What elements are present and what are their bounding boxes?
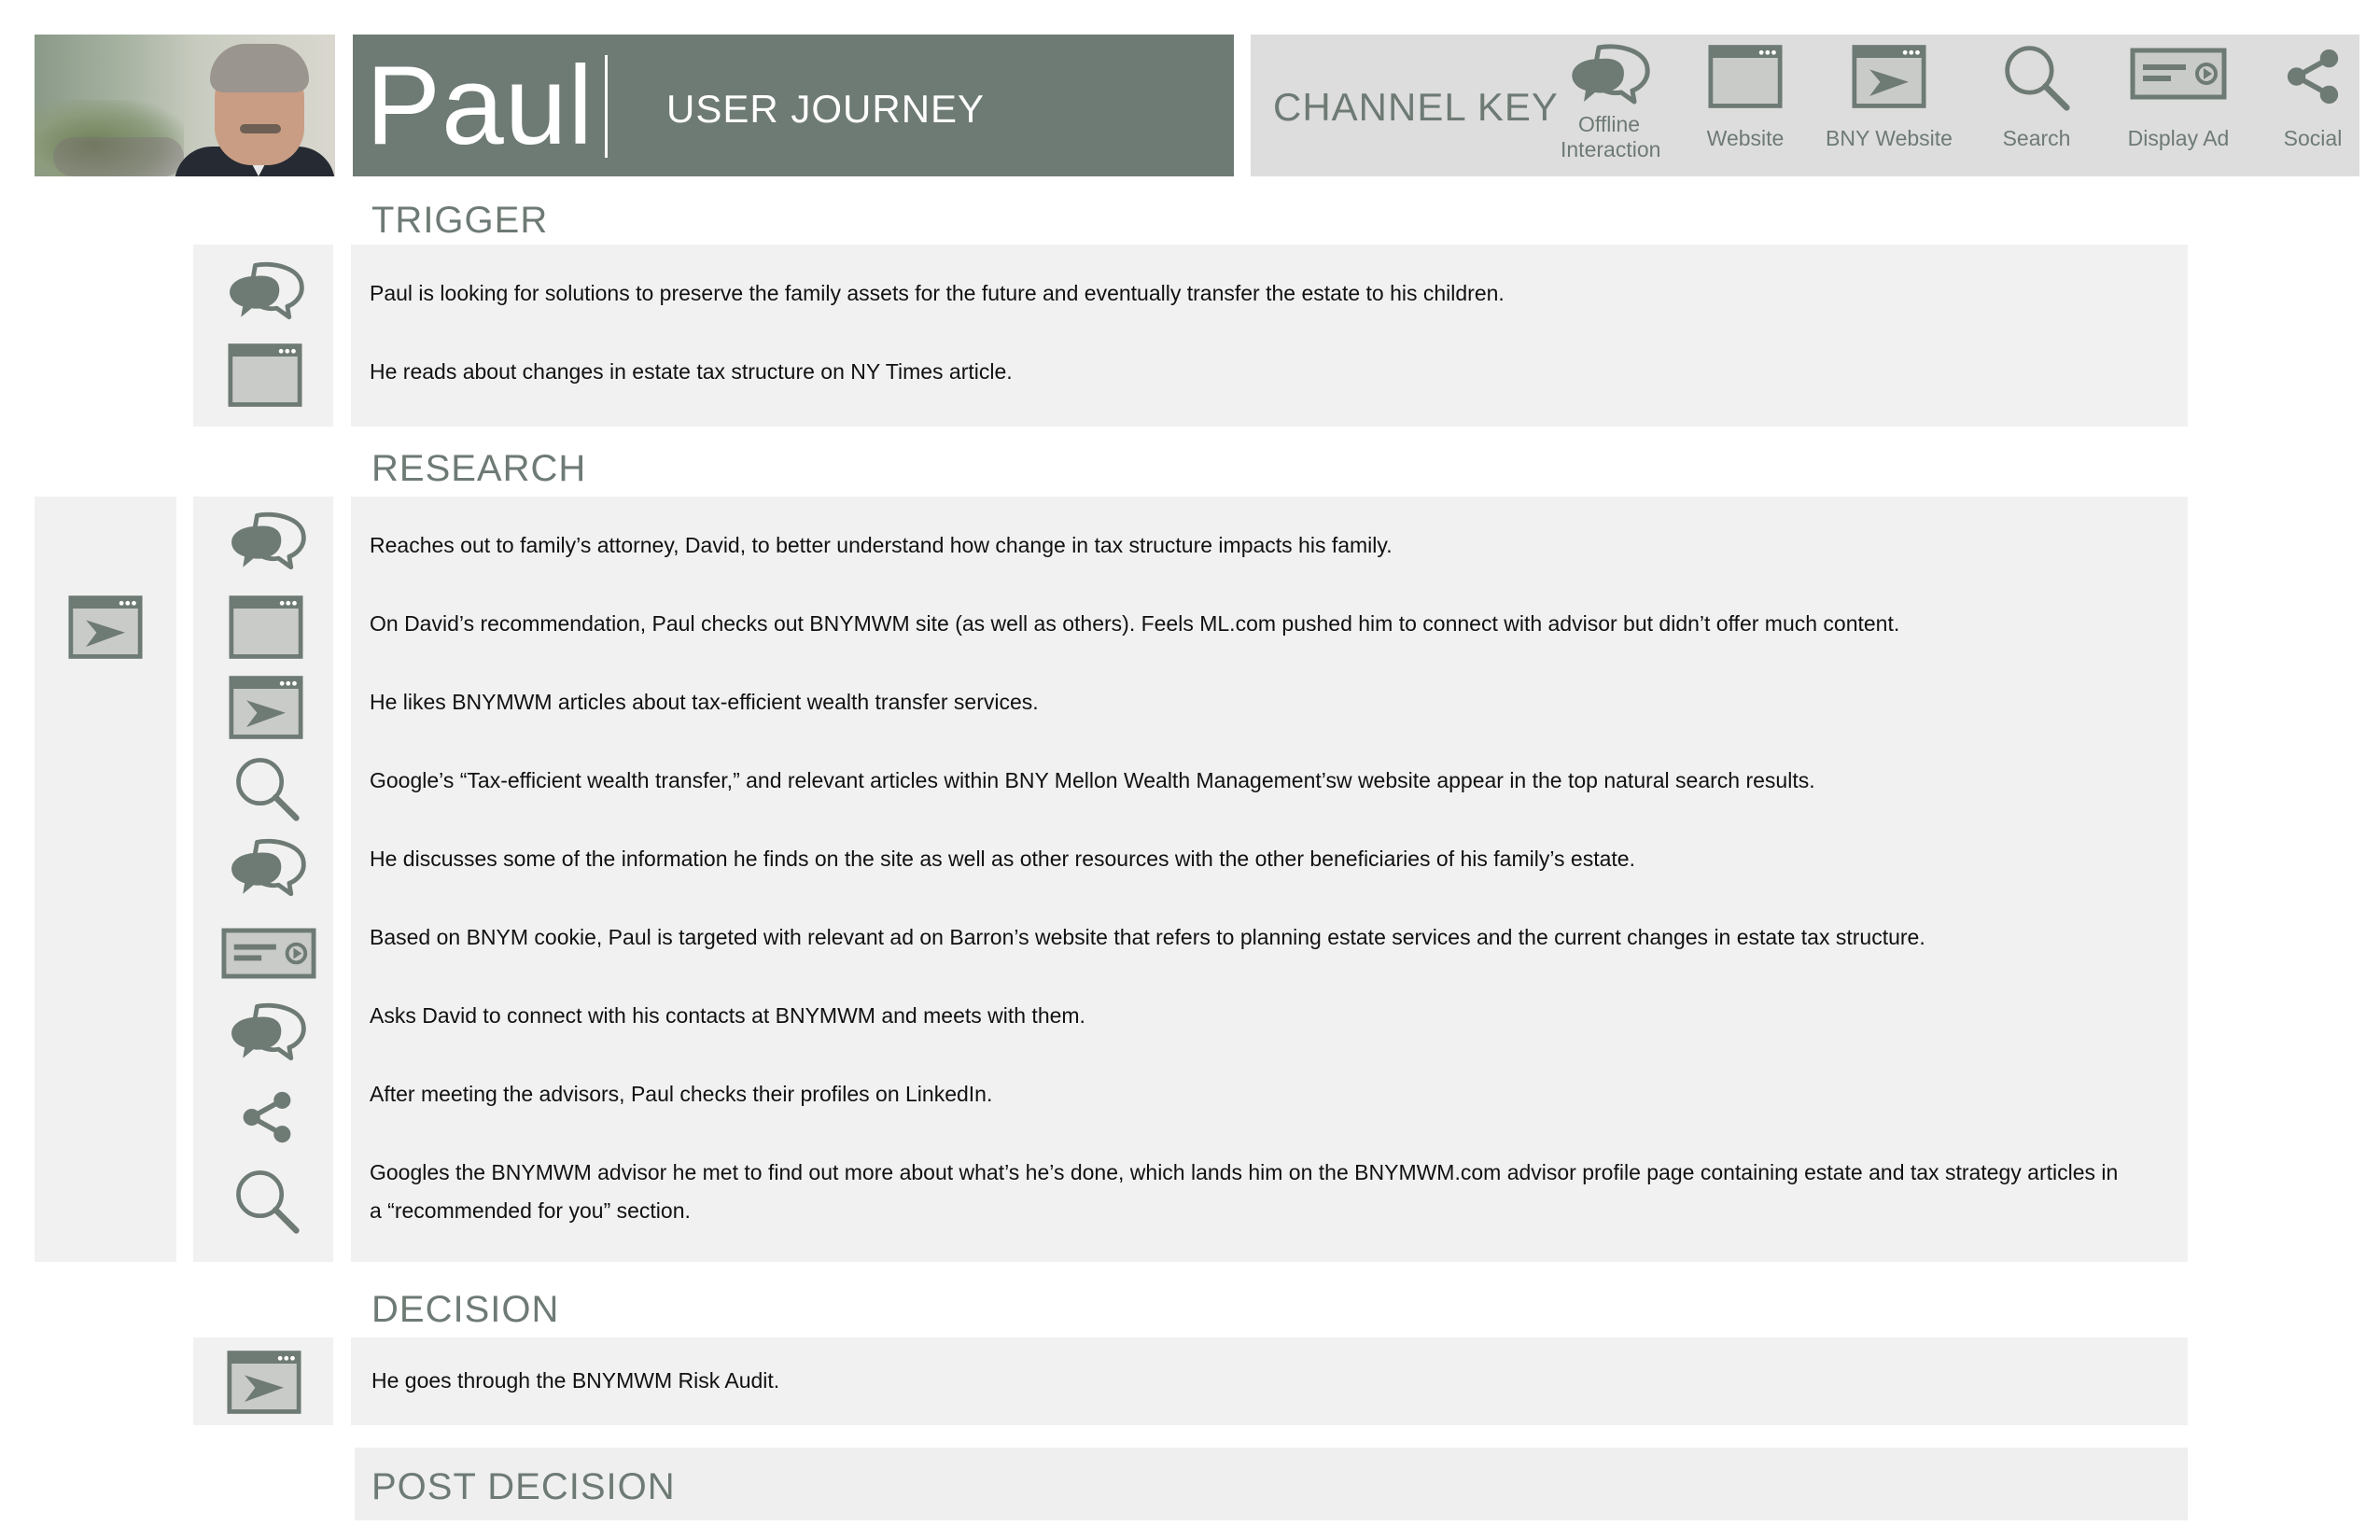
bny-website-icon xyxy=(68,594,143,661)
social-icon xyxy=(2284,42,2342,117)
research-row-text-continued: a “recommended for you” section. xyxy=(370,1198,691,1223)
website-icon xyxy=(1708,42,1783,111)
key-item-offline-interaction xyxy=(1561,42,1661,161)
bny-website-icon xyxy=(229,674,303,741)
section-heading-decision: DECISION xyxy=(371,1289,560,1330)
research-row-text: After meeting the advisors, Paul checks their profiles on LinkedIn. xyxy=(370,1082,993,1106)
website-icon xyxy=(228,342,302,409)
research-row-text: Asks David to connect with his contacts at BNYMWM and meets with them. xyxy=(370,1003,1085,1028)
key-item-social xyxy=(2274,42,2352,148)
website-icon xyxy=(229,594,303,661)
social-icon xyxy=(240,1090,294,1144)
offline-interaction-icon xyxy=(227,836,307,902)
research-row-text: Based on BNYM cookie, Paul is targeted with relevant ad on Barron’s website that refers to planning estate services and the current changes in estate tax structure. xyxy=(370,925,1925,949)
journey-label: USER JOURNEY xyxy=(666,87,986,131)
search-icon xyxy=(232,1167,301,1236)
persona-title-bar xyxy=(353,35,1234,176)
decision-icon-column xyxy=(193,1337,333,1425)
persona-photo xyxy=(35,35,335,176)
research-row-text: He likes BNYMWM articles about tax-efficient wealth transfer services. xyxy=(370,690,1039,714)
display-ad-icon xyxy=(221,928,316,979)
trigger-row-text: He reads about changes in estate tax structure on NY Times article. xyxy=(370,359,1013,384)
research-row-text: On David’s recommendation, Paul checks out BNYMWM site (as well as others). Feels ML.com pushed him to connect with advisor but didn’t offer much content. xyxy=(370,611,1900,636)
key-item-search xyxy=(1988,42,2085,148)
key-item-bny-website xyxy=(1814,42,1964,148)
research-row-text: Reaches out to family’s attorney, David, to better understand how change in tax structure impacts his family. xyxy=(370,533,1393,557)
key-label-website: Website xyxy=(1706,126,1785,150)
bny-website-icon xyxy=(1852,42,1926,111)
offline-interaction-icon xyxy=(225,259,305,325)
key-label-offline-line2: Interaction xyxy=(1561,137,1661,161)
persona-name: Paul xyxy=(366,43,595,168)
key-label-social: Social xyxy=(2283,126,2343,150)
search-icon xyxy=(2001,42,2072,113)
key-label-display-ad: Display Ad xyxy=(2127,126,2230,150)
section-heading-post-decision: POST DECISION xyxy=(371,1466,676,1507)
key-label-search: Search xyxy=(2002,126,2071,150)
trigger-panel xyxy=(351,245,2188,427)
search-icon xyxy=(232,754,301,823)
title-divider xyxy=(605,55,608,158)
channel-key-title: CHANNEL KEY xyxy=(1273,85,1559,129)
research-icon-column xyxy=(193,497,333,1262)
key-label-offline-line1: Offline xyxy=(1577,112,1641,136)
decision-row-text: He goes through the BNYMWM Risk Audit. xyxy=(371,1368,780,1393)
offline-interaction-icon xyxy=(227,1001,307,1066)
trigger-icon-column xyxy=(193,245,333,427)
research-row-text: He discusses some of the information he finds on the site as well as other resources with the other beneficiaries of his family’s estate. xyxy=(370,847,1635,871)
decision-panel xyxy=(351,1337,2188,1425)
research-row-text: Google’s “Tax-efficient wealth transfer,” and relevant articles within BNY Mellon Wealth Management’sw website appear in the top natural search results. xyxy=(370,768,1815,792)
trigger-row-text: Paul is looking for solutions to preserve the family assets for the future and eventually transfer the estate to his children. xyxy=(370,281,1505,305)
display-ad-icon xyxy=(2130,42,2227,117)
research-primary-channel-column xyxy=(35,497,176,1262)
offline-interaction-icon xyxy=(1567,42,1651,109)
section-heading-research: RESEARCH xyxy=(371,448,587,489)
offline-interaction-icon xyxy=(227,510,307,575)
key-label-bny-website: BNY Website xyxy=(1826,126,1953,150)
key-item-website xyxy=(1697,42,1794,148)
channel-key xyxy=(1251,35,2359,176)
section-heading-trigger: TRIGGER xyxy=(371,200,549,241)
bny-website-icon xyxy=(227,1349,301,1416)
key-item-display-ad xyxy=(2111,42,2246,148)
research-row-text: Googles the BNYMWM advisor he met to find out more about what’s he’s done, which lands him on the BNYMWM.com advisor profile page containing estate and tax strategy articles in xyxy=(370,1160,2119,1184)
research-panel xyxy=(351,497,2188,1262)
